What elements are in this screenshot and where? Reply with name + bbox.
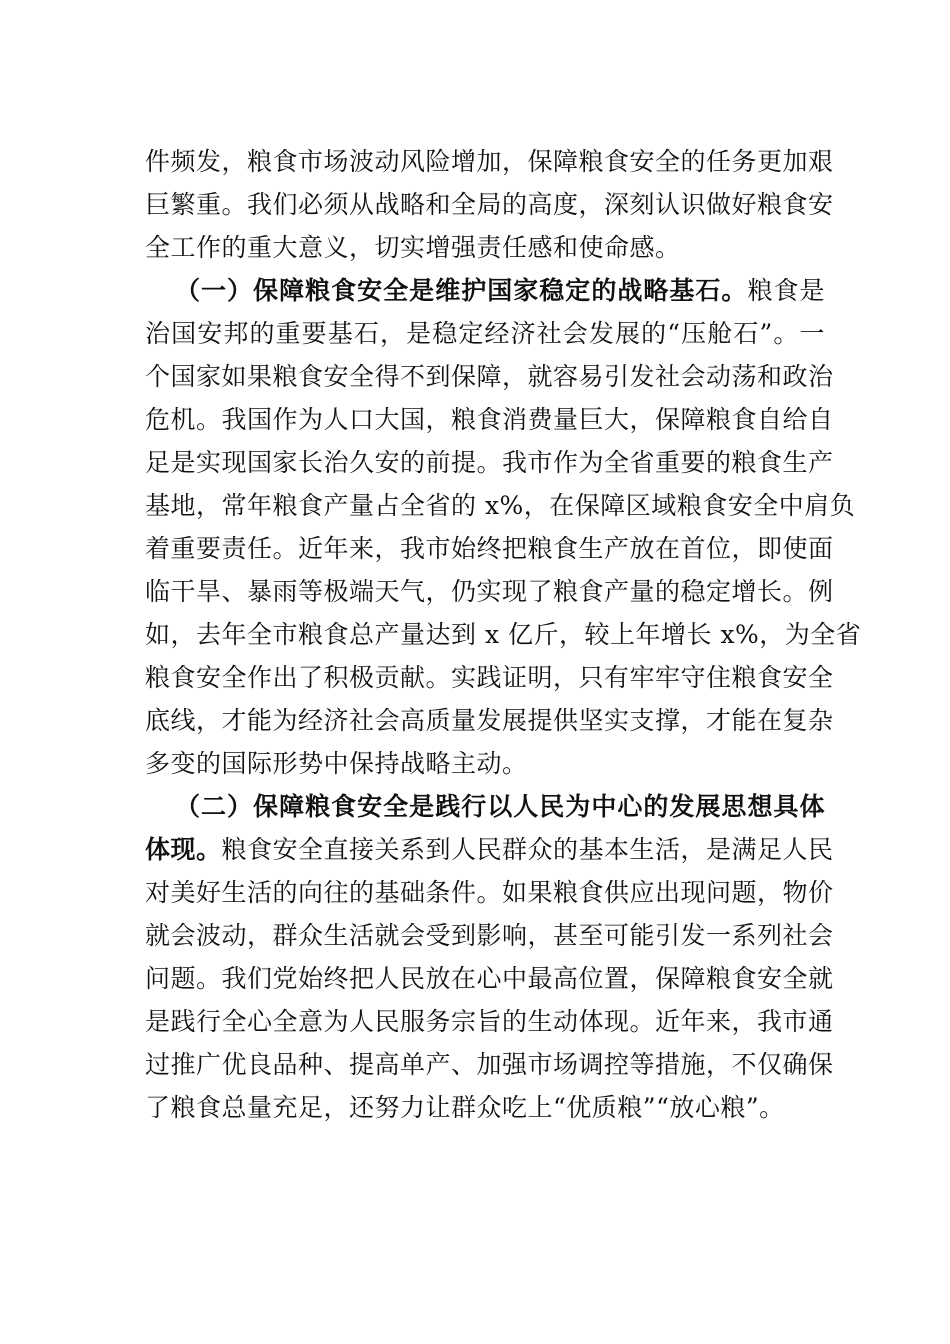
paragraph-line: 过推广优良品种、提高单产、加强市场调控等措施，不仅确保 [145,1050,834,1079]
paragraph-line: 了粮食总量充足，还努力让群众吃上“优质粮”“放心粮”。 [145,1093,785,1122]
paragraph-line: 对美好生活的向往的基础条件。如果粮食供应出现问题，物价 [145,878,834,907]
section-2-heading-end: 体现。 [145,835,222,864]
paragraph-line: 多变的国际形势中保持战略主动。 [145,749,528,778]
paragraph-line: 底线，才能为经济社会高质量发展提供坚实支撑，才能在复杂 [145,706,834,735]
paragraph-line: 基地，常年粮食产量占全省的 x%，在保障区域粮食安全中肩负 [145,491,856,520]
paragraph-line: 个国家如果粮食安全得不到保障，就容易引发社会动荡和政治 [145,362,834,391]
paragraph-line: 治国安邦的重要基石，是稳定经济社会发展的“压舱石”。一 [145,319,825,348]
paragraph-line: 全工作的重大意义，切实增强责任感和使命感。 [145,233,681,262]
paragraph-line: 就会波动，群众生活就会受到影响，甚至可能引发一系列社会 [145,921,834,950]
paragraph-line: 足是实现国家长治久安的前提。我市作为全省重要的粮食生产 [145,448,834,477]
section-1-first-line [175,269,825,313]
paragraph-line: 是践行全心全意为人民服务宗旨的生动体现。近年来，我市通 [145,1007,834,1036]
paragraph-line: 件频发，粮食市场波动风险增加，保障粮食安全的任务更加艰 [145,147,834,176]
paragraph-line: 巨繁重。我们必须从战略和全局的高度，深刻认识做好粮食安 [145,190,834,219]
section-1-heading: （一）保障粮食安全是维护国家稳定的战略基石。 [175,276,748,305]
paragraph-line: 危机。我国作为人口大国，粮食消费量巨大，保障粮食自给自 [145,405,834,434]
section-2-heading: （二）保障粮食安全是践行以人民为中心的发展思想具体 [175,792,825,821]
paragraph-line: 如，去年全市粮食总产量达到 x 亿斤，较上年增长 x%，为全省 [145,620,862,649]
paragraph-line: 粮食安全作出了积极贡献。实践证明，只有牢牢守住粮食安全 [145,663,834,692]
section-2-text: 粮食安全直接关系到人民群众的基本生活，是满足人民 [221,835,834,864]
section-2-second-line [145,828,834,872]
paragraph-line: 临干旱、暴雨等极端天气，仍实现了粮食产量的稳定增长。例 [145,577,834,606]
paragraph-line: 着重要责任。近年来，我市始终把粮食生产放在首位，即使面 [145,534,834,563]
section-1-text: 粮食是 [747,276,825,305]
paragraph-line: 问题。我们党始终把人民放在心中最高位置，保障粮食安全就 [145,964,834,993]
